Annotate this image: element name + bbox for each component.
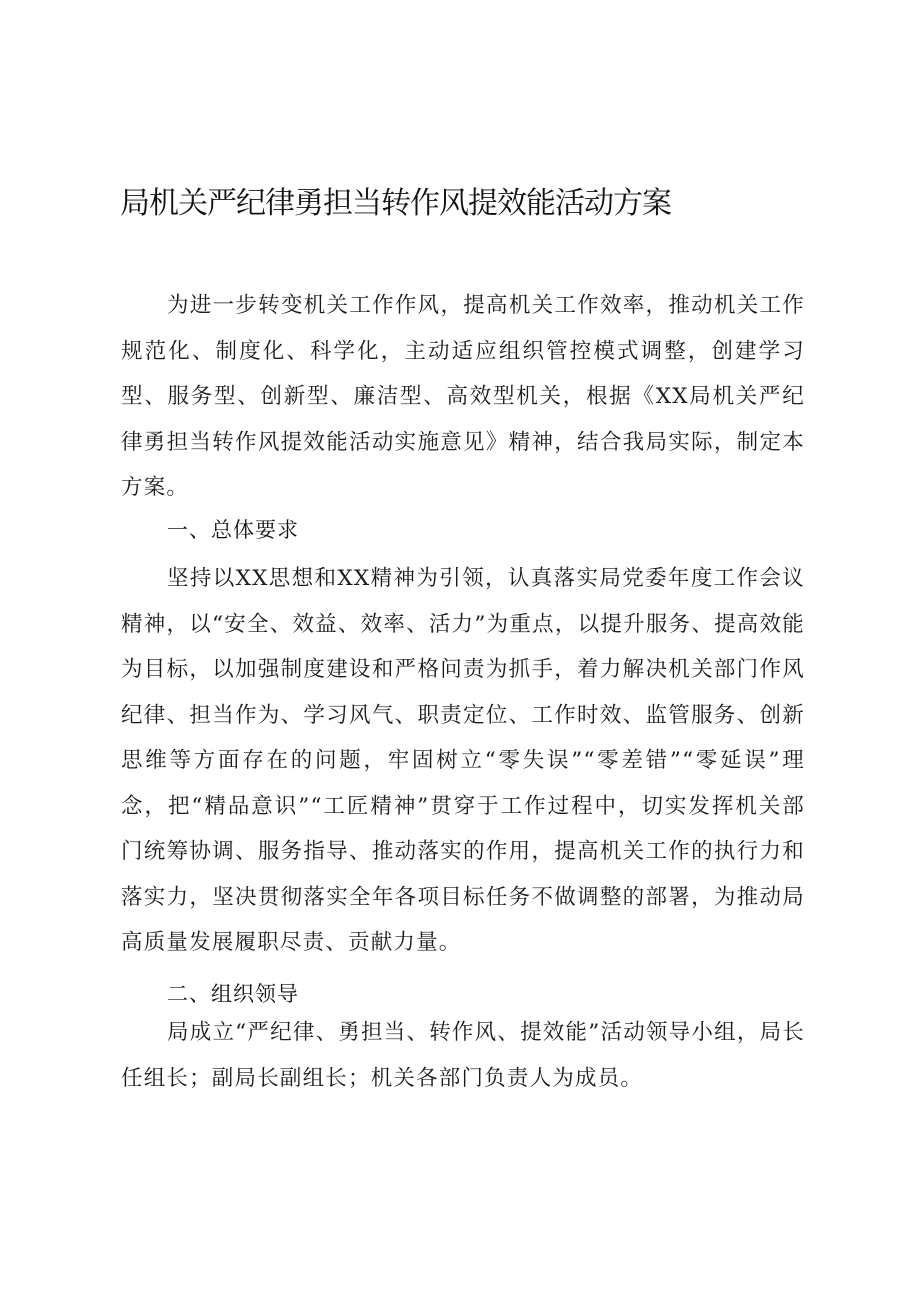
intro-paragraph: 为进一步转变机关工作作风，提高机关工作效率，推动机关工作规范化、制度化、科学化，主动适应组织管控模式调整，创建学习型、服务型、创新型、廉洁型、高效型机关，根据《XX局机关严纪律勇担当转作风提效能活动实施意见》精神，结合我局实际，制定本方案。 xyxy=(121,293,805,500)
section-heading-organization-leadership: 二、组织领导 xyxy=(167,982,299,1006)
general-requirements-paragraph: 坚持以XX思想和XX精神为引领，认真落实局党委年度工作会议精神，以“安全、效益、效率、活力”为重点，以提升服务、提高效能为目标，以加强制度建设和严格问责为抓手，着力解决机关部门作风纪律、担当作为、学习风气、职责定位、工作时效、监管服务、创新思维等方面存在的问题，牢固树立“零失误”“零差错”“零延误”理念，把“精品意识”“工匠精神”贯穿于工作过程中，切实发挥机关部门统筹协调、服务指导、推动落实的作用，提高机关工作的执行力和落实力，坚决贯彻落实全年各项目标任务不做调整的部署，为推动局高质量发展履职尽责、贡献力量。 xyxy=(121,566,805,955)
organization-leadership-paragraph: 局成立“严纪律、勇担当、转作风、提效能”活动领导小组，局长任组长；副局长副组长；机关各部门负责人为成员。 xyxy=(121,1020,805,1091)
document-title: 局机关严纪律勇担当转作风提效能活动方案 xyxy=(120,186,671,221)
section-heading-general-requirements: 一、总体要求 xyxy=(167,518,299,542)
